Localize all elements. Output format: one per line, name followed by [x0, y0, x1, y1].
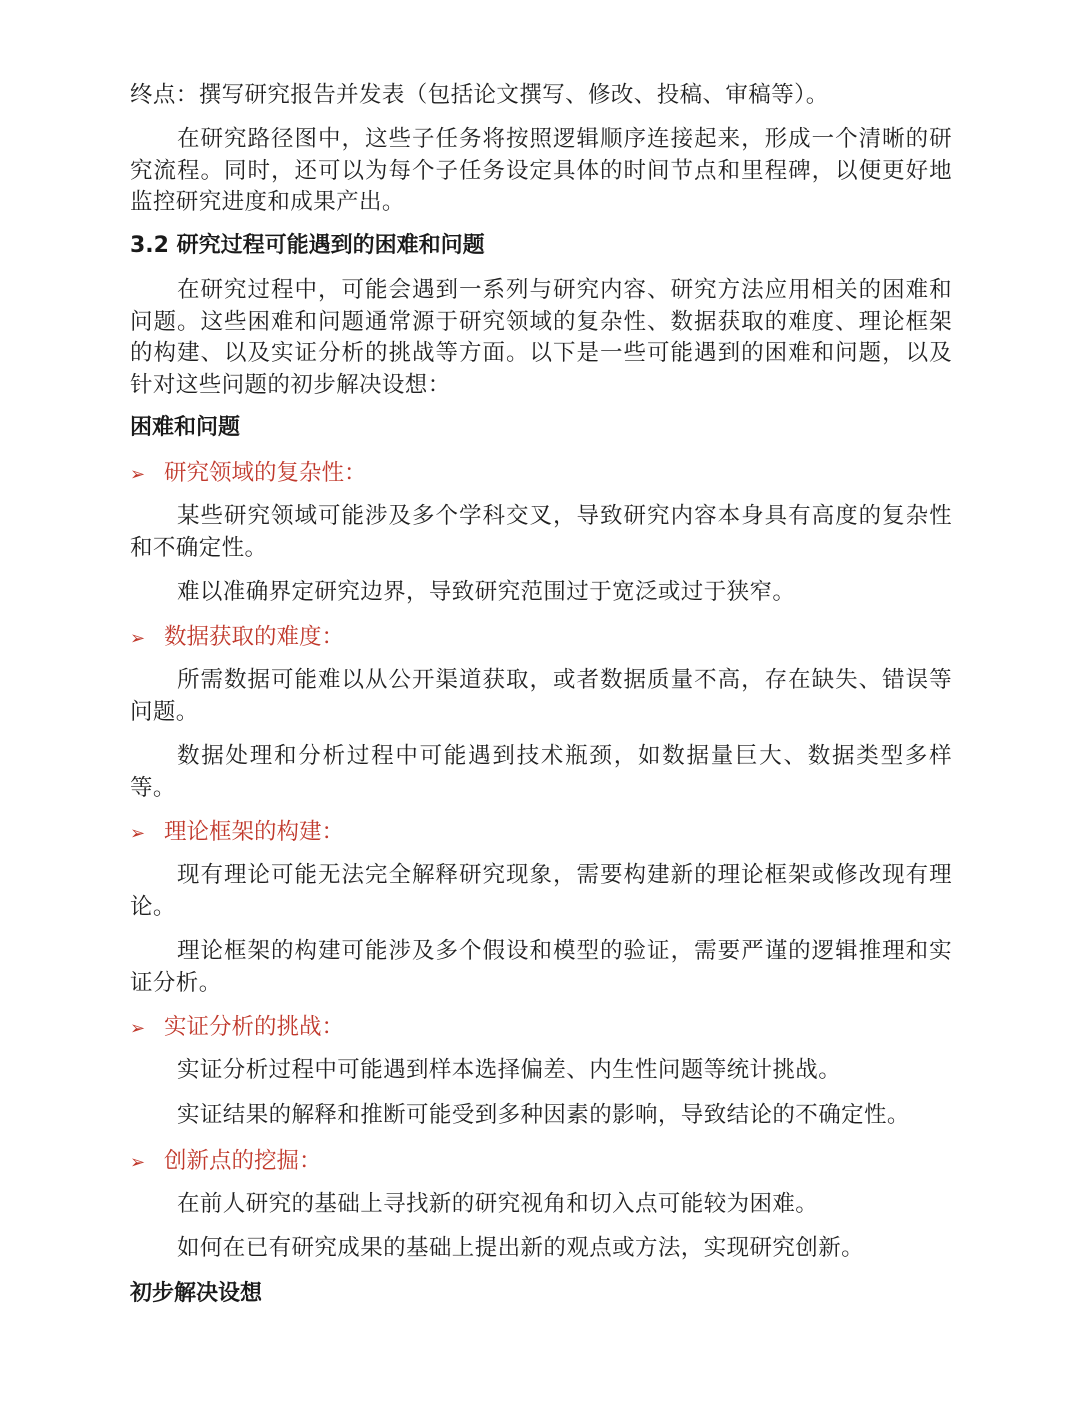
theory-point-2: 理论框架的构建可能涉及多个假设和模型的验证，需要严谨的逻辑推理和实证分析。 [130, 938, 952, 996]
bullet-item-innovation [130, 1145, 322, 1179]
bullet-item-data [130, 621, 344, 655]
arrow-right-icon: ➢ [130, 1152, 146, 1173]
innovation-point-2: 如何在已有研究成果的基础上提出新的观点或方法，实现研究创新。 [177, 1235, 865, 1261]
innovation-point-1: 在前人研究的基础上寻找新的研究视角和切入点可能较为困难。 [177, 1191, 819, 1217]
bullet-item-complexity [130, 457, 367, 491]
intro-paragraph: 在研究过程中，可能会遇到一系列与研究内容、研究方法应用相关的困难和问题。这些困难和问题通常源于研究领域的复杂性、数据获取的难度、理论框架的构建、以及实证分析的挑战等方面。以下是一些可能遇到的困难和问题，以及针对这些问题的初步解决设想： [130, 277, 952, 398]
arrow-right-icon: ➢ [130, 464, 146, 485]
section-title: 3.2 研究过程可能遇到的困难和问题 [130, 233, 485, 258]
empirical-point-2: 实证结果的解释和推断可能受到多种因素的影响，导致结论的不确定性。 [177, 1102, 910, 1128]
bullet-item-empirical [130, 1011, 344, 1045]
solutions-subheading: 初步解决设想 [130, 1281, 263, 1306]
bullet-label: 实证分析的挑战： [164, 1014, 345, 1040]
complexity-point-1: 某些研究领域可能涉及多个学科交叉，导致研究内容本身具有高度的复杂性和不确定性。 [130, 503, 952, 561]
data-point-2: 数据处理和分析过程中可能遇到技术瓶颈，如数据量巨大、数据类型多样等。 [130, 743, 952, 801]
complexity-point-2: 难以准确界定研究边界，导致研究范围过于宽泛或过于狭窄。 [177, 579, 796, 605]
bullet-label: 研究领域的复杂性： [164, 460, 367, 486]
theory-point-1: 现有理论可能无法完全解释研究现象，需要构建新的理论框架或修改现有理论。 [130, 862, 952, 920]
arrow-right-icon: ➢ [130, 1018, 146, 1039]
arrow-right-icon: ➢ [130, 823, 146, 844]
arrow-right-icon: ➢ [130, 628, 146, 649]
bullet-label: 数据获取的难度： [164, 624, 345, 650]
problems-subheading: 困难和问题 [130, 415, 241, 440]
bullet-item-theory [130, 816, 344, 850]
bullet-label: 创新点的挖掘： [164, 1148, 322, 1174]
empirical-point-1: 实证分析过程中可能遇到样本选择偏差、内生性问题等统计挑战。 [177, 1057, 842, 1083]
roadmap-paragraph: 在研究路径图中，这些子任务将按照逻辑顺序连接起来，形成一个清晰的研究流程。同时，还可以为每个子任务设定具体的时间节点和里程碑，以便更好地监控研究进度和成果产出。 [130, 126, 952, 215]
endpoint-line: 终点：撰写研究报告并发表（包括论文撰写、修改、投稿、审稿等）。 [130, 82, 829, 108]
bullet-label: 理论框架的构建： [164, 819, 345, 845]
data-point-1: 所需数据可能难以从公开渠道获取，或者数据质量不高，存在缺失、错误等问题。 [130, 667, 952, 725]
